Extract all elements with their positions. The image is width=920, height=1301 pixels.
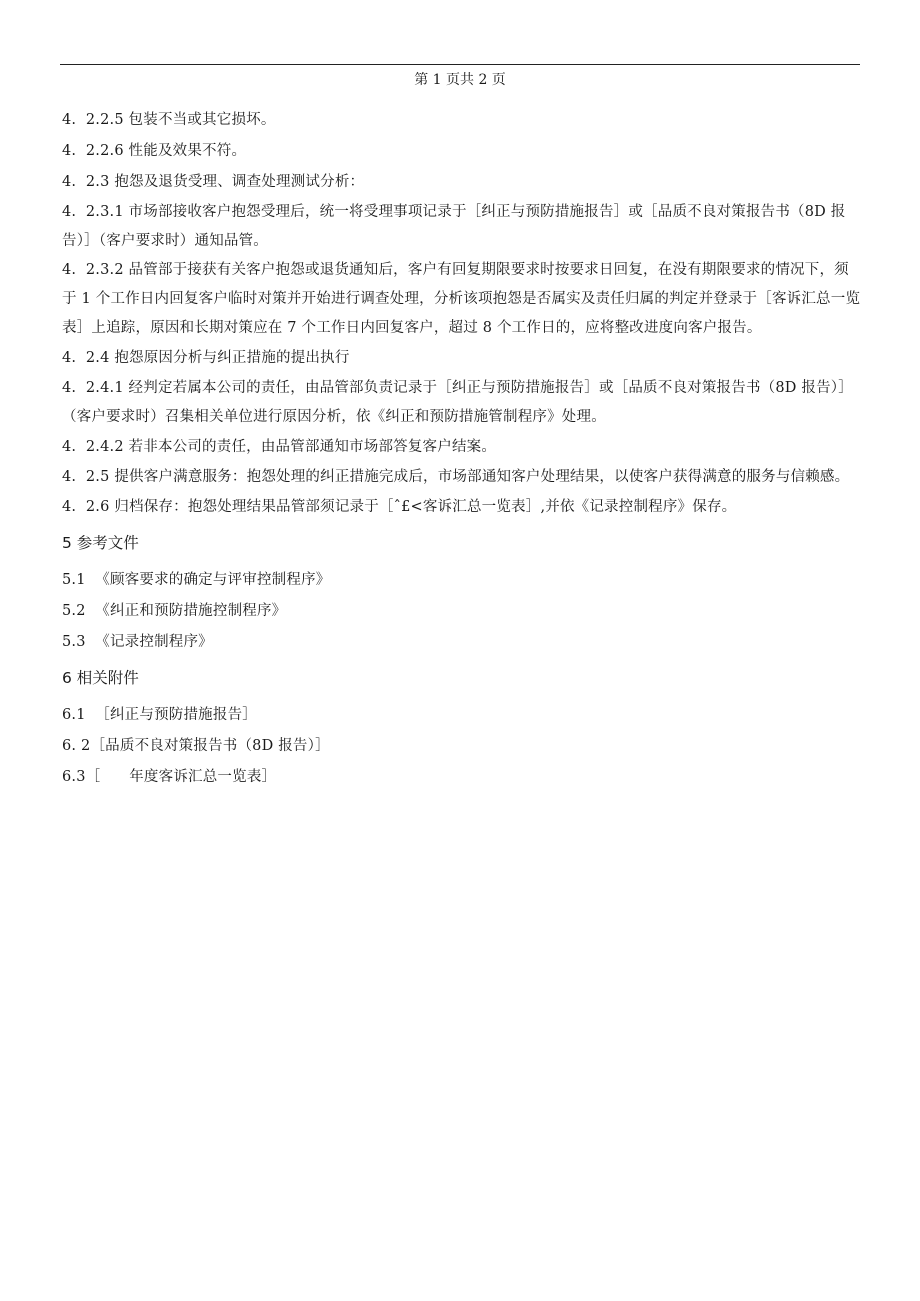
attachment-item-6-1: 6.1 ［纠正与预防措施报告］ bbox=[62, 707, 257, 723]
paragraph-4-2-3-2: 4. 2.3.2 品管部于接获有关客户抱怨或退货通知后，客户有回复期限要求时按要求日回复，在没有期限要求的情况下，须于 1 个工作日内回复客户临时对策并开始进行调查处理，分析该项抱怨是否属实及责任归属的判定并登录于［客诉汇总一览表］上追踪，原因和长期对策应在 7 个工作日内回复客户，超过 8 个工作日的，应将整改进度向客户报告。 bbox=[62, 262, 861, 336]
paragraph-4-2-3: 4. 2.3 抱怨及退货受理、调查处理测试分析： bbox=[62, 174, 365, 190]
reference-item-5-2: 5.2 《纠正和预防措施控制程序》 bbox=[62, 603, 287, 619]
paragraph-4-2-2-6: 4. 2.2.6 性能及效果不符。 bbox=[62, 143, 247, 159]
section-5-title: 5 参考文件 bbox=[62, 534, 139, 552]
reference-item-5-1: 5.1 《顾客要求的确定与评审控制程序》 bbox=[62, 572, 331, 588]
attachment-item-6-2: 6. 2［品质不良对策报告书（8D 报告）］ bbox=[62, 738, 330, 754]
header-rule bbox=[60, 64, 860, 65]
page-number: 第 1 页共 2 页 bbox=[414, 72, 506, 88]
paragraph-4-2-4-1: 4. 2.4.1 经判定若属本公司的责任，由品管部负责记录于［纠正与预防措施报告］或［品质不良对策报告书（8D 报告）］（客户要求时）召集相关单位进行原因分析，依《纠正和预防措施管制程序》处理。 bbox=[62, 380, 853, 425]
paragraph-4-2-2-5: 4. 2.2.5 包装不当或其它损坏。 bbox=[62, 112, 276, 128]
reference-item-5-3: 5.3 《记录控制程序》 bbox=[62, 634, 213, 650]
paragraph-4-2-4-2: 4. 2.4.2 若非本公司的责任，由品管部通知市场部答复客户结案。 bbox=[62, 439, 497, 455]
paragraph-4-2-6: 4. 2.6 归档保存：抱怨处理结果品管部须记录于［ˆ£<客诉汇总一览表］,并依《记录控制程序》保存。 bbox=[62, 499, 737, 515]
paragraph-4-2-4: 4. 2.4 抱怨原因分析与纠正措施的提出执行 bbox=[62, 350, 350, 366]
paragraph-4-2-3-1: 4. 2.3.1 市场部接收客户抱怨受理后，统一将受理事项记录于［纠正与预防措施报告］或［品质不良对策报告书（8D 报告）］（客户要求时）通知品管。 bbox=[62, 204, 846, 249]
document-body bbox=[62, 105, 862, 793]
paragraph-4-2-5: 4. 2.5 提供客户满意服务：抱怨处理的纠正措施完成后，市场部通知客户处理结果，以使客户获得满意的服务与信赖感。 bbox=[62, 469, 850, 485]
section-6-title: 6 相关附件 bbox=[62, 669, 139, 687]
attachment-item-6-3: 6.3［ 年度客诉汇总一览表］ bbox=[62, 769, 277, 785]
